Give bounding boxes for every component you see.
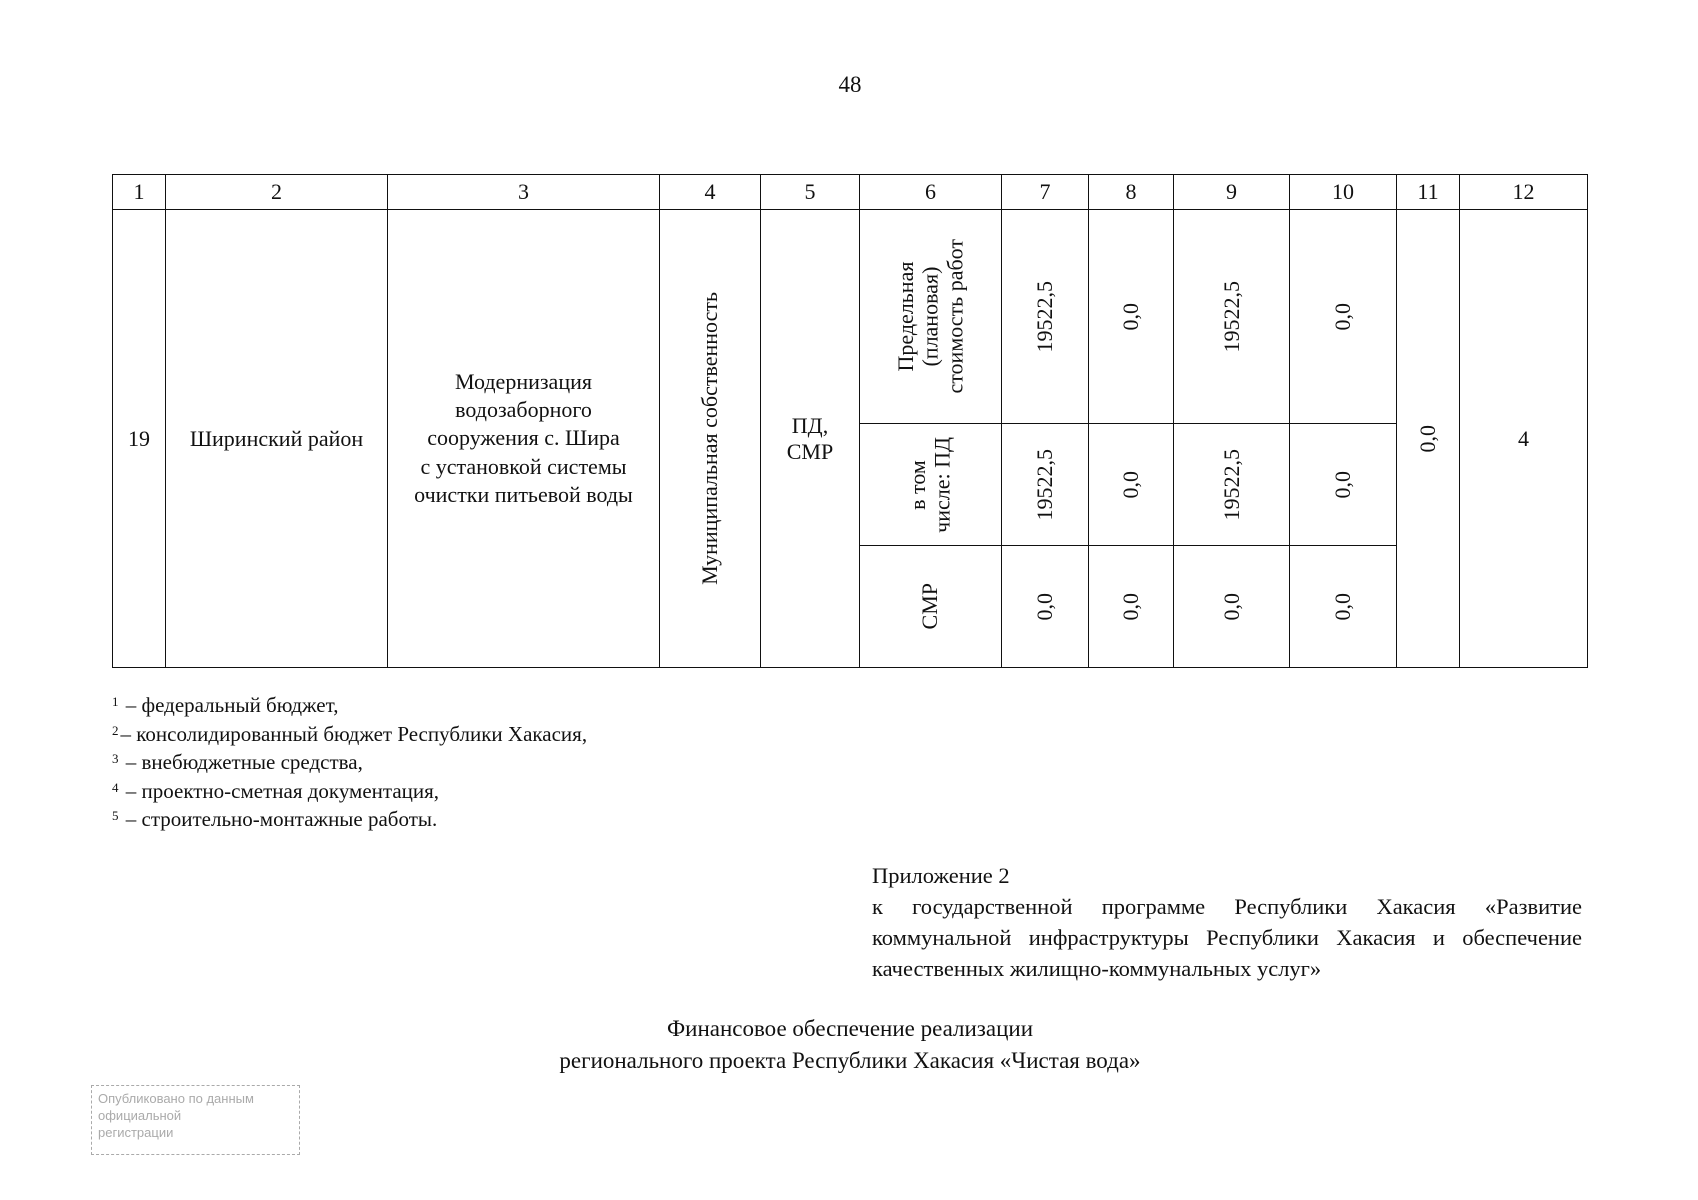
footnote-text: – внебюджетные средства,	[120, 750, 363, 774]
subrow-label-line: числе: ПД	[929, 436, 955, 533]
subrow-label-cell	[860, 210, 1002, 424]
page-number: 48	[838, 72, 862, 97]
col11-cell	[1397, 210, 1460, 668]
publication-stamp	[91, 1085, 300, 1155]
subrow-label-cell	[860, 546, 1002, 668]
appendix-note	[872, 860, 1582, 984]
header-cell: 10	[1290, 175, 1397, 210]
funding-table	[112, 174, 1588, 668]
header-cell: 12	[1460, 175, 1588, 210]
project-name-line: водозаборного	[455, 397, 592, 423]
row-number-cell: 19	[113, 210, 166, 668]
value-text: 0,0	[1330, 470, 1356, 499]
subrow-label-line: в том	[904, 459, 930, 510]
value-cell	[1290, 210, 1397, 424]
header-cell: 9	[1174, 175, 1290, 210]
header-cell: 6	[860, 175, 1002, 210]
subrow-label-line: СМР	[917, 583, 943, 630]
header-cell: 7	[1002, 175, 1089, 210]
subrow-label-line: стоимость работ	[941, 239, 967, 394]
ownership-text: Муниципальная собственность	[697, 292, 723, 585]
footnote	[112, 805, 587, 834]
value-text: 19522,5	[1218, 448, 1244, 521]
work-type-cell	[761, 210, 860, 668]
header-cell: 8	[1089, 175, 1174, 210]
header-cell: 4	[660, 175, 761, 210]
value-text: 0,0	[1330, 302, 1356, 331]
ownership-cell	[660, 210, 761, 668]
footnote-marker: 1	[112, 694, 119, 709]
header-cell: 5	[761, 175, 860, 210]
value-cell	[1089, 424, 1174, 546]
value-cell	[1089, 546, 1174, 668]
value-text: 0,0	[1330, 592, 1356, 621]
document-title-line: регионального проекта Республики Хакасия «Чистая вода»	[559, 1048, 1141, 1073]
project-name-line: Модернизация	[454, 369, 592, 395]
value-text: 19522,5	[1032, 448, 1058, 521]
table-header-row	[113, 175, 1588, 210]
work-type-line: ПД,	[791, 412, 829, 438]
header-cell: 2	[166, 175, 388, 210]
subrow-label-cell	[860, 424, 1002, 546]
appendix-text: к государственной программе Республики Хакасия «Развитие коммунальной инфраструктуры Республики Хакасия и обеспечение качественных жилищно-коммунальных услуг»	[872, 894, 1582, 981]
subrow-label-line: (плановая)	[917, 266, 943, 367]
footnote	[112, 720, 587, 749]
project-name-line: очистки питьевой воды	[414, 481, 633, 507]
appendix-title: Приложение 2	[872, 863, 1010, 888]
value-text: 19522,5	[1218, 280, 1244, 353]
footnotes	[112, 691, 587, 834]
project-name-cell	[388, 210, 660, 668]
header-cell: 1	[113, 175, 166, 210]
header-cell: 11	[1397, 175, 1460, 210]
footnote-marker: 5	[112, 808, 119, 823]
district-cell: Ширинский район	[166, 210, 388, 668]
value-cell	[1290, 424, 1397, 546]
stamp-line: регистрации	[98, 1125, 174, 1140]
footnote-text: – строительно-монтажные работы.	[120, 807, 438, 831]
footnote-marker: 3	[112, 751, 119, 766]
header-cell: 3	[388, 175, 660, 210]
value-text: 0,0	[1118, 302, 1144, 331]
footnote	[112, 691, 587, 720]
value-cell	[1002, 424, 1089, 546]
col12-cell: 4	[1460, 210, 1588, 668]
footnote-text: – проектно-сметная документация,	[120, 778, 440, 803]
value-text: 0,0	[1415, 424, 1441, 453]
footnote-text: – консолидированный бюджет Республики Хакасия,	[120, 721, 588, 746]
document-title	[0, 1013, 1698, 1077]
value-text: 0,0	[1218, 592, 1244, 621]
value-cell	[1174, 424, 1290, 546]
subrow-label-line: Предельная	[892, 261, 918, 372]
value-text: 0,0	[1118, 592, 1144, 621]
project-name-line: с установкой системы	[420, 453, 627, 479]
value-cell	[1174, 210, 1290, 424]
footnote-marker: 4	[112, 779, 119, 795]
stamp-line: официальной	[98, 1108, 182, 1123]
value-text: 0,0	[1118, 470, 1144, 499]
value-cell	[1002, 210, 1089, 424]
value-cell	[1002, 546, 1089, 668]
stamp-line: Опубликовано по данным	[98, 1091, 254, 1106]
value-cell	[1089, 210, 1174, 424]
table-row	[113, 210, 1588, 424]
footnote	[112, 748, 587, 777]
value-cell	[1174, 546, 1290, 668]
work-type-line: СМР	[786, 438, 834, 464]
value-cell	[1290, 546, 1397, 668]
value-text: 0,0	[1032, 592, 1058, 621]
project-name-line: сооружения с. Шира	[427, 425, 620, 451]
footnote-text: – федеральный бюджет,	[120, 693, 339, 717]
document-title-line: Финансовое обеспечение реализации	[666, 1016, 1034, 1041]
footnote	[112, 777, 587, 806]
footnote-marker: 2	[112, 722, 119, 738]
value-text: 19522,5	[1032, 280, 1058, 353]
